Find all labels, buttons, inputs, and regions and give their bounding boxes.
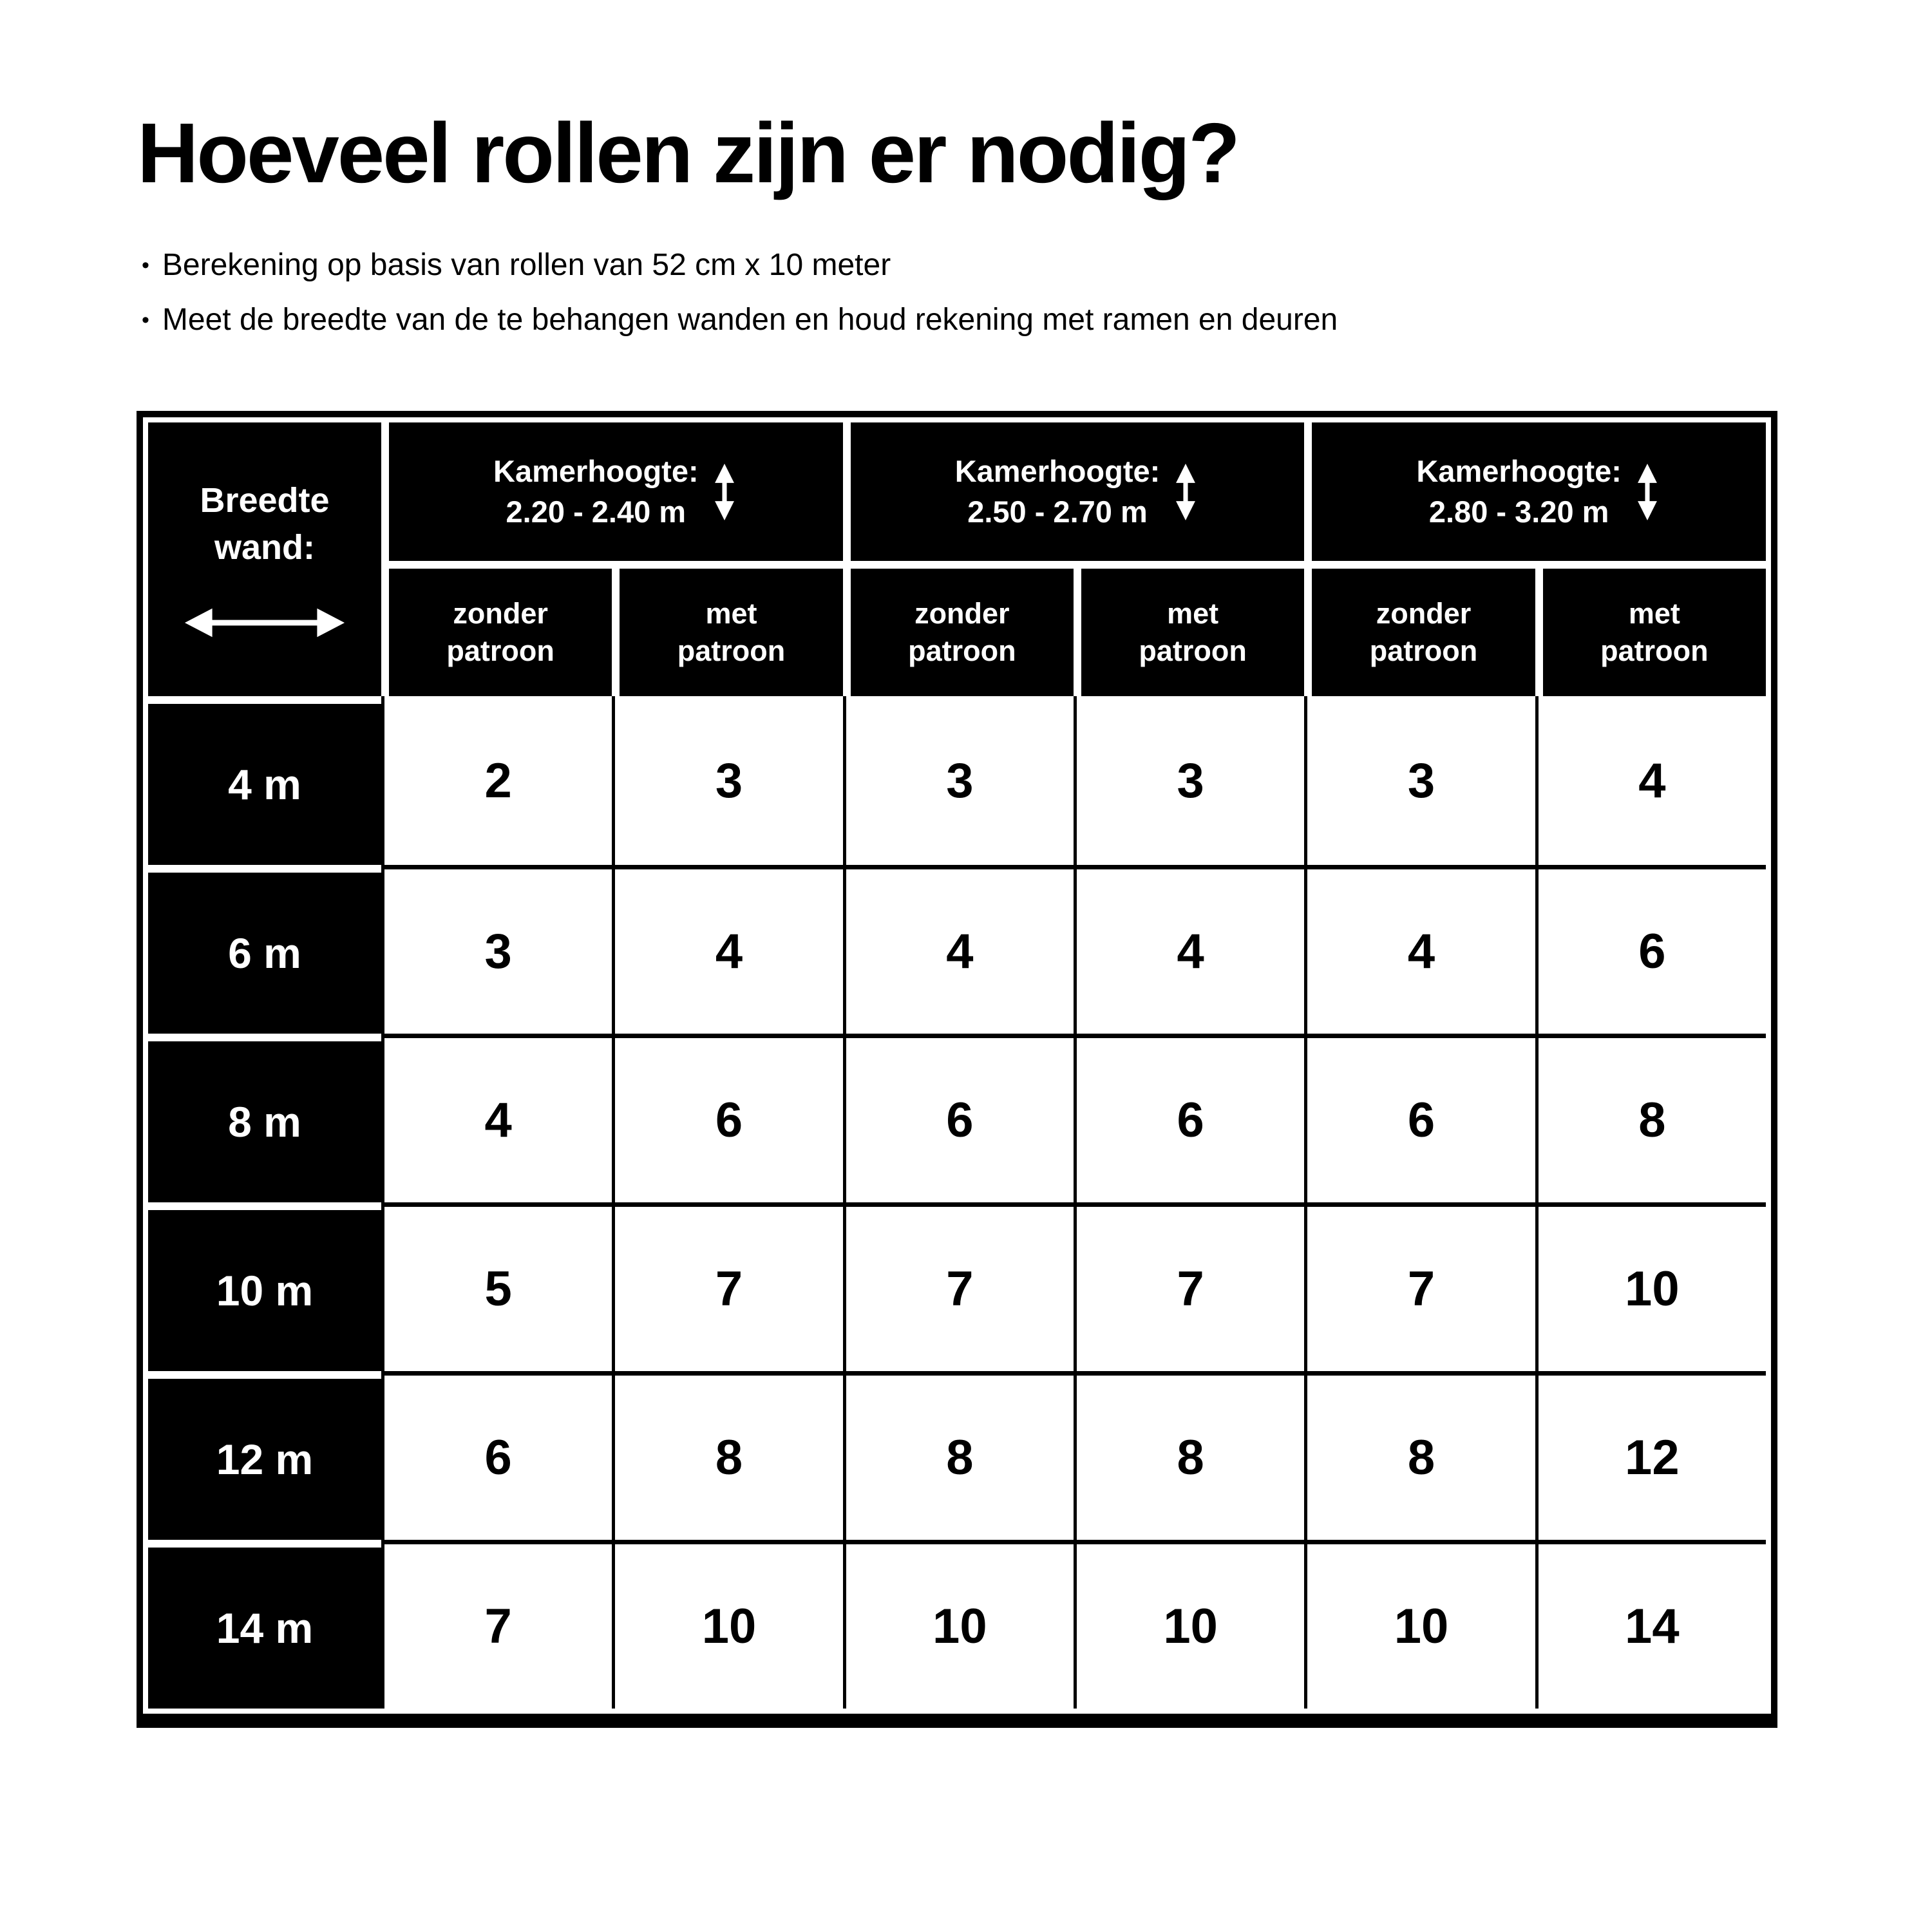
row-header-14m: 14 m — [148, 1540, 381, 1709]
value-cell: 4 — [1535, 696, 1766, 865]
value-cell: 3 — [1304, 696, 1535, 865]
value-cell: 14 — [1535, 1540, 1766, 1709]
group-header-label: Kamerhoogte: 2.20 - 2.40 m — [493, 453, 699, 529]
value-cell: 4 — [1074, 865, 1304, 1034]
page-title: Hoeveel rollen zijn er nodig? — [137, 106, 1238, 200]
value-cell: 7 — [843, 1202, 1074, 1371]
value-cell: 3 — [381, 865, 612, 1034]
value-cell: 12 — [1535, 1371, 1766, 1540]
value-cell: 10 — [1535, 1202, 1766, 1371]
value-cell: 7 — [1304, 1202, 1535, 1371]
corner-header-label: Breedte wand: — [200, 480, 330, 567]
value-cell: 6 — [1304, 1034, 1535, 1202]
group-header-kamerhoogte-2 — [843, 422, 1305, 561]
subcolumn-header-zonder-patroon: zonder patroon — [1304, 561, 1535, 696]
group-header-kamerhoogte-1 — [381, 422, 843, 561]
subcolumn-header-met-patroon: met patroon — [1535, 561, 1766, 696]
value-cell: 8 — [843, 1371, 1074, 1540]
note-text: Meet de breedte van de te behangen wanden en houd rekening met ramen en deuren — [162, 303, 1338, 337]
value-cell: 7 — [1074, 1202, 1304, 1371]
value-cell: 8 — [1535, 1034, 1766, 1202]
value-cell: 2 — [381, 696, 612, 865]
group-header-label: Kamerhoogte: 2.80 - 3.20 m — [1416, 453, 1622, 529]
row-header-12m: 12 m — [148, 1371, 381, 1540]
value-cell: 3 — [1074, 696, 1304, 865]
row-header-10m: 10 m — [148, 1202, 381, 1371]
value-cell: 4 — [1304, 865, 1535, 1034]
rolls-needed-table — [137, 411, 1777, 1728]
subcolumn-header-met-patroon: met patroon — [612, 561, 842, 696]
note-item — [142, 246, 1338, 285]
subcolumn-header-met-patroon: met patroon — [1074, 561, 1304, 696]
bullet-dot-icon: • — [142, 308, 149, 332]
value-cell: 4 — [612, 865, 842, 1034]
value-cell: 6 — [1535, 865, 1766, 1034]
group-header-kamerhoogte-3 — [1304, 422, 1766, 561]
value-cell: 4 — [843, 865, 1074, 1034]
group-header-label: Kamerhoogte: 2.50 - 2.70 m — [954, 453, 1160, 529]
value-cell: 10 — [1074, 1540, 1304, 1709]
value-cell: 5 — [381, 1202, 612, 1371]
value-cell: 8 — [1074, 1371, 1304, 1540]
value-cell: 8 — [1304, 1371, 1535, 1540]
value-cell: 8 — [612, 1371, 842, 1540]
note-text: Berekening op basis van rollen van 52 cm x 10 meter — [162, 248, 891, 282]
subcolumn-header-zonder-patroon: zonder patroon — [381, 561, 612, 696]
vertical-double-arrow-icon — [1171, 456, 1200, 528]
value-cell: 7 — [612, 1202, 842, 1371]
row-header-8m: 8 m — [148, 1034, 381, 1202]
value-cell: 6 — [612, 1034, 842, 1202]
bullet-dot-icon: • — [142, 253, 149, 278]
corner-header-breedte-wand — [148, 422, 381, 696]
subcolumn-header-zonder-patroon: zonder patroon — [843, 561, 1074, 696]
value-cell: 6 — [381, 1371, 612, 1540]
value-cell: 10 — [612, 1540, 842, 1709]
vertical-double-arrow-icon — [710, 456, 739, 528]
value-cell: 6 — [1074, 1034, 1304, 1202]
value-cell: 10 — [1304, 1540, 1535, 1709]
row-header-6m: 6 m — [148, 865, 381, 1034]
value-cell: 3 — [612, 696, 842, 865]
value-cell: 7 — [381, 1540, 612, 1709]
row-header-4m: 4 m — [148, 696, 381, 865]
value-cell: 6 — [843, 1034, 1074, 1202]
value-cell: 10 — [843, 1540, 1074, 1709]
notes-list — [142, 246, 1338, 355]
note-item — [142, 301, 1338, 339]
value-cell: 3 — [843, 696, 1074, 865]
vertical-double-arrow-icon — [1633, 456, 1662, 528]
value-cell: 4 — [381, 1034, 612, 1202]
horizontal-double-arrow-icon — [184, 604, 346, 641]
